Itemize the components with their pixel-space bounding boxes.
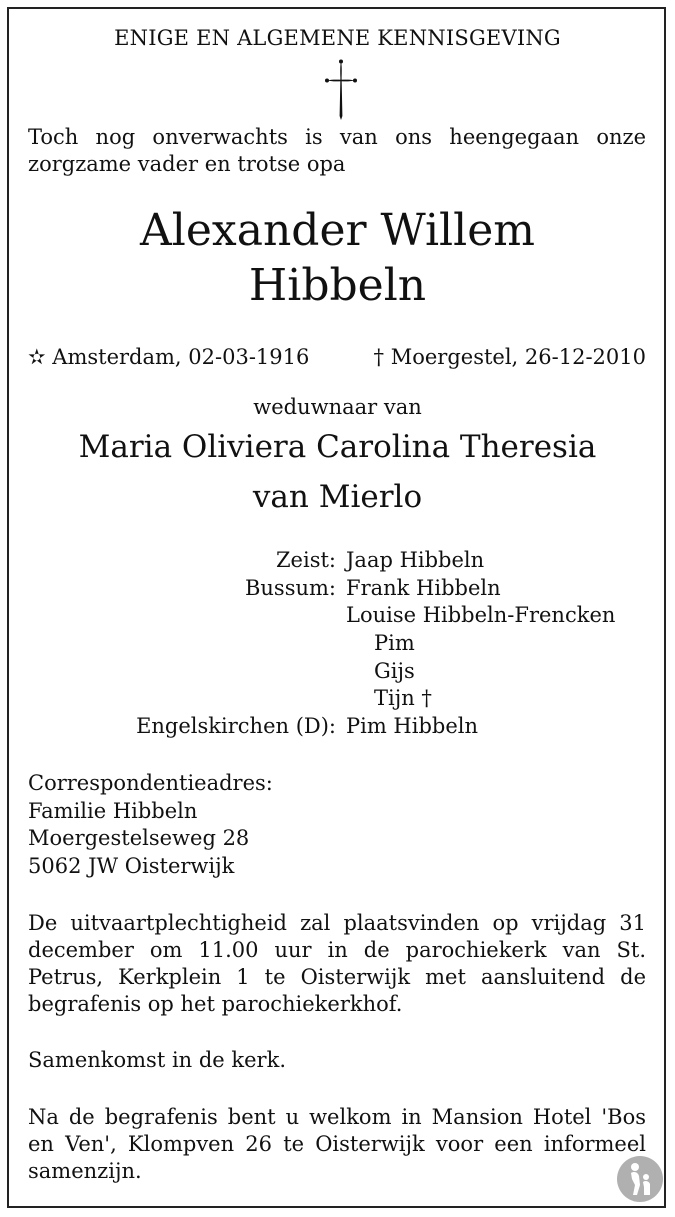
deceased-name-first: Alexander Willem <box>140 205 535 256</box>
correspondence-address <box>28 770 273 881</box>
gathering-text: Samenkomst in de kerk. <box>28 1048 286 1072</box>
family-location: Zeist: <box>275 548 336 572</box>
relation-text: weduwnaar van <box>253 395 422 419</box>
birth-text: Amsterdam, 02-03-1916 <box>52 345 310 369</box>
address-line: Familie Hibbeln <box>28 798 198 823</box>
death-info <box>374 345 646 369</box>
family-row <box>0 603 675 631</box>
family-location: Bussum: <box>244 575 336 600</box>
dagger-icon: † <box>373 345 385 369</box>
family-row <box>0 686 675 714</box>
family-row <box>0 576 675 604</box>
family-member: Tijn † <box>374 686 432 711</box>
address-line: 5062 JW Oisterwijk <box>28 854 235 879</box>
funeral-text: De uitvaartplechtigheid zal plaatsvinden op vrijdag 31 december om 11.00 uur in de parochiekerk van St. Petrus, Kerkplein 1 te Oisterwijk met aansluitend de begrafenis op het parochiekerkhof. <box>28 911 646 1016</box>
reception-text: Na de begrafenis bent u welkom in Mansion Hotel 'Bos en Ven', Klompven 26 te Oisterwijk voor een informeel samenzijn. <box>28 1105 646 1183</box>
cross-icon <box>323 58 359 122</box>
family-member: Gijs <box>374 658 415 683</box>
intro-text: Toch nog onverwachts is van ons heengegaan onze zorgzame vader en trotse opa <box>28 125 646 176</box>
family-member: Frank Hibbeln <box>346 575 501 600</box>
family-member: Pim Hibbeln <box>346 714 479 739</box>
spouse-name-last: van Mierlo <box>252 479 423 515</box>
family-member: Pim <box>374 631 415 656</box>
correspondence-label: Correspondentieadres: <box>28 771 273 795</box>
family-member: Jaap Hibbeln <box>346 548 485 572</box>
star-icon: ✫ <box>28 345 46 369</box>
family-row <box>0 631 675 659</box>
family-list <box>0 548 675 742</box>
birth-info <box>28 345 309 369</box>
notice-heading: ENIGE EN ALGEMENE KENNISGEVING <box>114 26 561 50</box>
family-row <box>0 548 675 576</box>
spouse-name-first: Maria Oliviera Carolina Theresia <box>78 429 597 465</box>
life-dates <box>28 345 646 369</box>
family-row <box>0 714 675 742</box>
address-line: Moergestelseweg 28 <box>28 826 250 851</box>
deceased-name-last: Hibbeln <box>248 260 427 311</box>
family-location: Engelskirchen (D): <box>136 714 336 739</box>
family-row <box>0 659 675 687</box>
family-member: Louise Hibbeln-Frencken <box>346 603 616 628</box>
death-text: Moergestel, 26-12-2010 <box>390 345 646 369</box>
memorial-logo-icon <box>616 1155 664 1203</box>
